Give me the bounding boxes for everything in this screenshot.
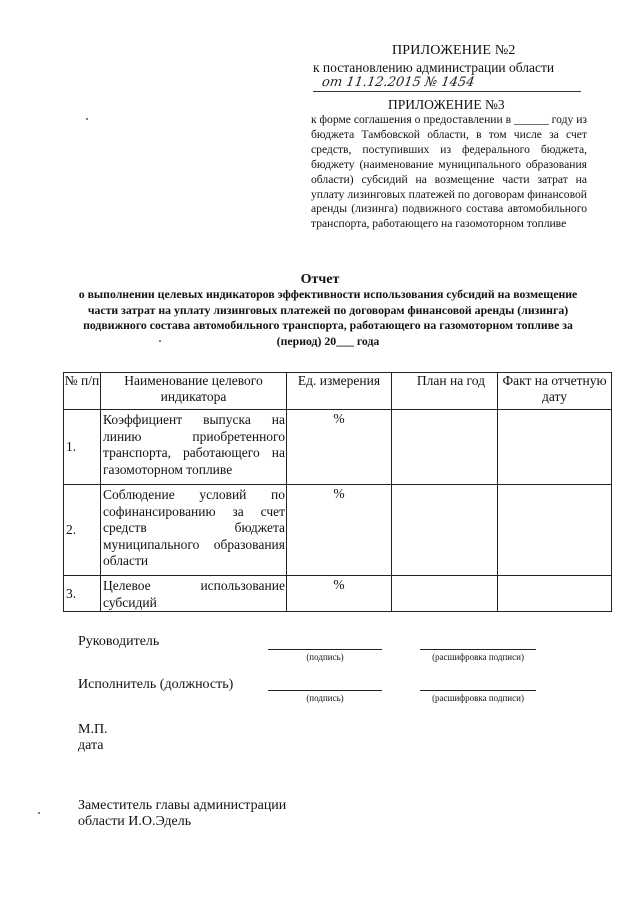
row-number: 1. [64,410,101,485]
head-signature-caption: (подпись) [306,652,344,662]
executor-signature-line [268,690,382,691]
deputy-name: области И.О.Эдель [78,814,192,829]
table-header-row [64,373,612,410]
row-plan [392,410,498,485]
row-indicator-name: Коэффициент выпуска на линию приобретенного транспорта, работающего на газомоторном топливе [101,410,287,485]
appendix3-description: к форме соглашения о предоставлении в ______ году из бюджета Тамбовской области, в том числе за счет средств, поступивших из федерального бюджета, бюджету (наименование муниципального образования области) субсидий на возмещение части затрат на уплату лизинговых платежей по договорам финансовой аренды (лизинга) подвижного состава автомобильного транспорта, работающего на газомоторном топливе [311,113,587,231]
row-fact [498,576,612,612]
row-unit: % [287,485,392,576]
row-fact [498,410,612,485]
appendix2-subtitle: к постановлению администрации области [313,60,555,75]
head-decode-line [420,649,536,650]
appendix3-title: ПРИЛОЖЕНИЕ №3 [388,97,505,112]
row-indicator-name: Соблюдение условий по софинансированию за счет средств бюджета муниципального образования области [101,485,287,576]
date-label: дата [78,738,104,753]
header-fact: Факт на отчетную дату [498,373,612,410]
row-fact [498,485,612,576]
appendix2-title: ПРИЛОЖЕНИЕ №2 [392,43,516,58]
row-plan [392,485,498,576]
report-subtitle: о выполнении целевых индикаторов эффективности использования субсидий на возмещение части затрат на уплату лизинговых платежей по договорам финансовой аренды (лизинга) подвижного состава автомобильного транспорта, работающего на газомоторном топливе за (период) 20___ года [78,287,578,348]
deputy-title: Заместитель главы администрации [78,798,287,813]
header-unit: Ед. измерения [287,373,392,410]
row-number: 3. [64,576,101,612]
indicators-table [63,372,612,612]
handwritten-underline [313,91,581,92]
scan-speck [38,812,40,814]
header-plan: План на год [392,373,498,410]
header-number: № п/п [64,373,101,410]
scan-speck [86,118,88,120]
row-number: 2. [64,485,101,576]
row-unit: % [287,576,392,612]
executor-signature-caption: (подпись) [306,693,344,703]
row-indicator-name: Целевое использование субсидий [101,576,287,612]
table-row [64,485,612,576]
table-row [64,410,612,485]
executor-decode-line [420,690,536,691]
head-label: Руководитель [78,634,160,649]
header-indicator-name: Наименование целевого индикатора [101,373,287,410]
handwritten-date-number: от 11.12.2015 № 1454 [320,75,476,90]
scan-speck [159,340,161,342]
head-decode-caption: (расшифровка подписи) [432,652,524,662]
report-title: Отчет [300,272,340,287]
table-row [64,576,612,612]
executor-label: Исполнитель (должность) [78,677,234,692]
row-unit: % [287,410,392,485]
seal-label: М.П. [78,722,108,737]
executor-decode-caption: (расшифровка подписи) [432,693,524,703]
head-signature-line [268,649,382,650]
row-plan [392,576,498,612]
